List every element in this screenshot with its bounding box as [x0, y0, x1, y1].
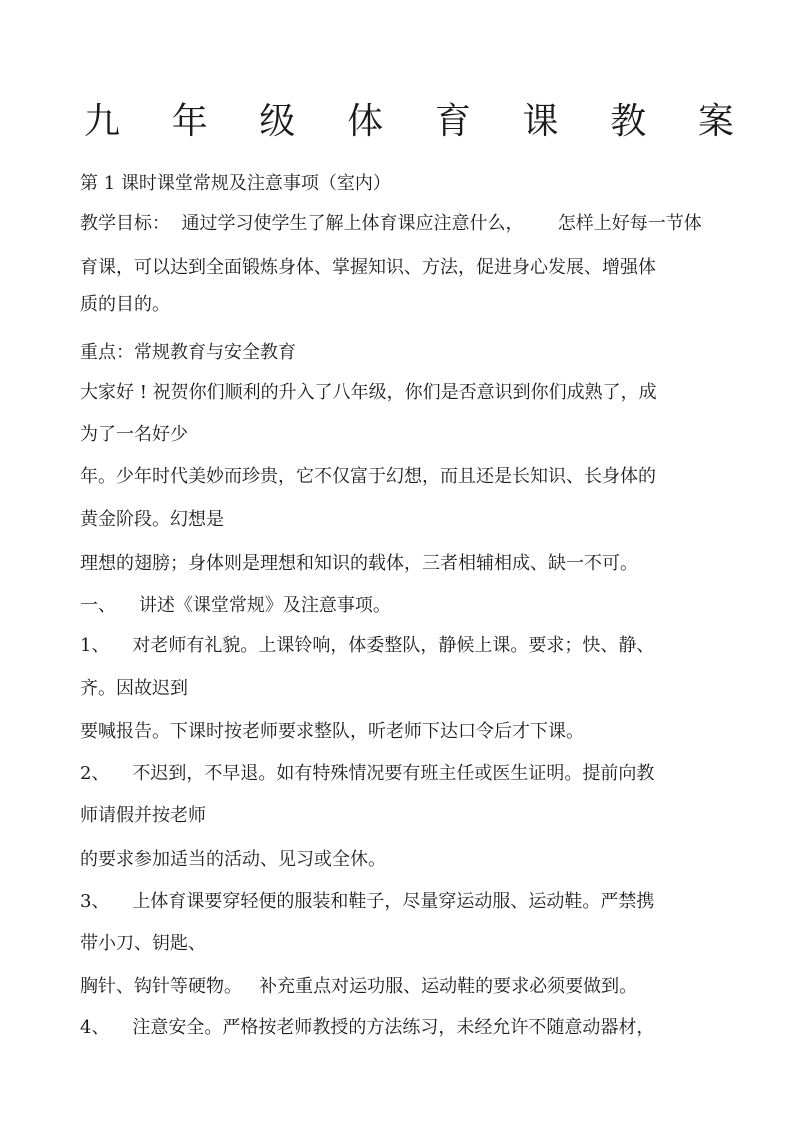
title-char: 教: [610, 101, 647, 142]
list-item: 2、 不迟到，不早退。如有特殊情况要有班主任或医生证明。提前向教: [80, 763, 655, 784]
text-line: 育课，可以达到全面锻炼身体、掌握知识、方法，促进身心发展、增强体: [80, 257, 656, 278]
text-line: 质的目的。: [80, 294, 170, 315]
text-line: 胸针、钩针等硬物。 补充重点对运功服、运动鞋的要求必须要做到。: [80, 976, 638, 997]
list-item: 3、 上体育课要穿轻便的服装和鞋子，尽量穿运动服、运动鞋。严禁携: [80, 891, 655, 912]
list-item: 1、 对老师有礼貌。上课铃响，体委整队，静候上课。要求；快、静、: [80, 635, 655, 656]
title-char: 课: [522, 101, 559, 142]
text-line: 年。少年时代美妙而珍贵，它不仅富于幻想，而且还是长知识、长身体的: [80, 466, 656, 487]
title-char: 九: [84, 101, 121, 142]
text-line: 齐。因故迟到: [80, 678, 188, 699]
text-line: 黄金阶段。幻想是: [80, 509, 224, 530]
list-item: 4、 注意安全。严格按老师教授的方法练习，未经允许不随意动器材，: [80, 1017, 655, 1038]
text-line: 为了一名好少: [80, 424, 188, 445]
key-points: 重点：常规教育与安全教育: [80, 342, 296, 363]
lesson-heading: 第 1 课时课堂常规及注意事项（室内）: [80, 173, 391, 194]
title-char: 体: [347, 101, 384, 142]
text-line: 大家好 ! 祝贺你们顺利的升入了八年级，你们是否意识到你们成熟了，成: [80, 382, 657, 403]
text-line: 理想的翅膀；身体则是理想和知识的载体，三者相辅相成、缺一不可。: [80, 553, 638, 574]
document-title: [84, 100, 734, 144]
title-char: 年: [171, 101, 208, 142]
text-line: 带小刀、钥匙、: [80, 933, 206, 954]
section-heading: 一、 讲述《课堂常规》及注意事项。: [80, 595, 391, 616]
title-char: 级: [259, 101, 296, 142]
text-line: 教学目标： 通过学习使学生了解上体育课应注意什么， 怎样上好每一节体: [80, 213, 702, 234]
title-char: 育: [434, 101, 471, 142]
text-line: 师请假并按老师: [80, 805, 206, 826]
title-char: 案: [697, 101, 734, 142]
text-line: 的要求参加适当的活动、见习或全休。: [80, 849, 386, 870]
text-line: 要喊报告。下课时按老师要求整队，听老师下达口令后才下课。: [80, 721, 584, 742]
